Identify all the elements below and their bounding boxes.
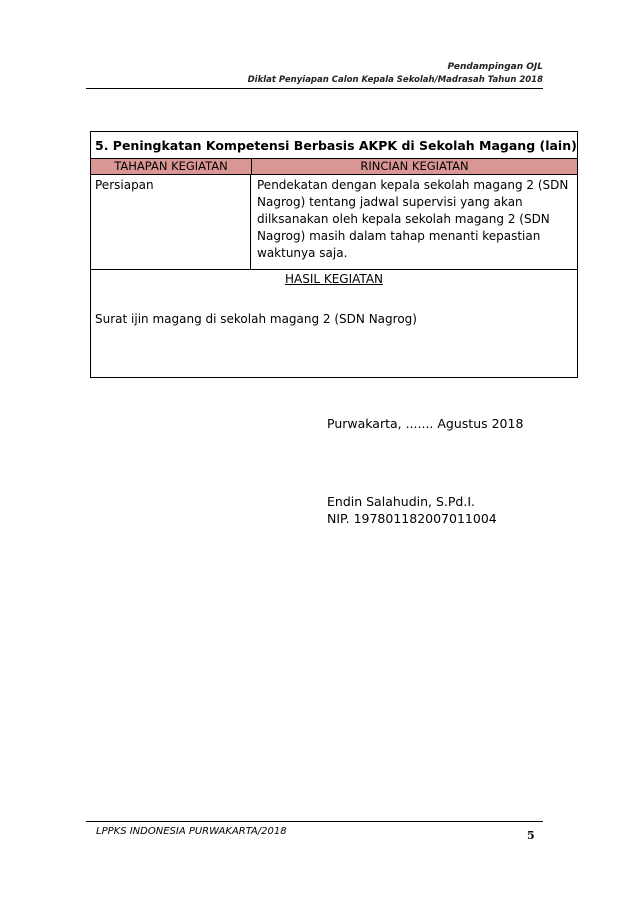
cell-tahapan: Persiapan: [91, 175, 251, 269]
page-number: 5: [527, 829, 535, 842]
hasil-section: [91, 272, 577, 326]
cell-rincian: [251, 175, 577, 269]
hasil-header: HASIL KEGIATAN: [284, 272, 384, 286]
signature-name: Endin Salahudin, S.Pd.I.: [327, 494, 475, 509]
column-header-tahapan: TAHAPAN KEGIATAN: [91, 159, 252, 174]
signature-nip: NIP. 197801182007011004: [327, 511, 497, 526]
rincian-line: Nagrog) masih dalam tahap menanti kepastian: [257, 229, 541, 243]
table-title: 5. Peningkatan Kompetensi Berbasis AKPK di Sekolah Magang (lain): [91, 132, 577, 159]
hasil-text: Surat ijin magang di sekolah magang 2 (SDN Nagrog): [95, 312, 417, 326]
header-divider: [86, 88, 543, 89]
footer-divider: [86, 821, 543, 822]
activity-table: [90, 131, 578, 378]
table-header-row: [91, 159, 577, 175]
header-subtitle: Diklat Penyiapan Calon Kepala Sekolah/Madrasah Tahun 2018: [247, 75, 543, 85]
rincian-line: Pendekatan dengan kepala sekolah magang 2 (SDN: [257, 178, 569, 192]
column-header-rincian: RINCIAN KEGIATAN: [360, 159, 469, 173]
table-row: [91, 175, 577, 270]
footer-text: LPPKS INDONESIA PURWAKARTA/2018: [96, 826, 287, 837]
header-title: Pendampingan OJL: [447, 62, 543, 72]
rincian-line: Nagrog) tentang jadwal supervisi yang akan: [257, 195, 523, 209]
signature-place-date: Purwakarta, ....... Agustus 2018: [327, 416, 524, 431]
rincian-line: dilksanakan oleh kepala sekolah magang 2 (SDN: [257, 212, 550, 226]
rincian-line: waktunya saja.: [257, 246, 348, 260]
